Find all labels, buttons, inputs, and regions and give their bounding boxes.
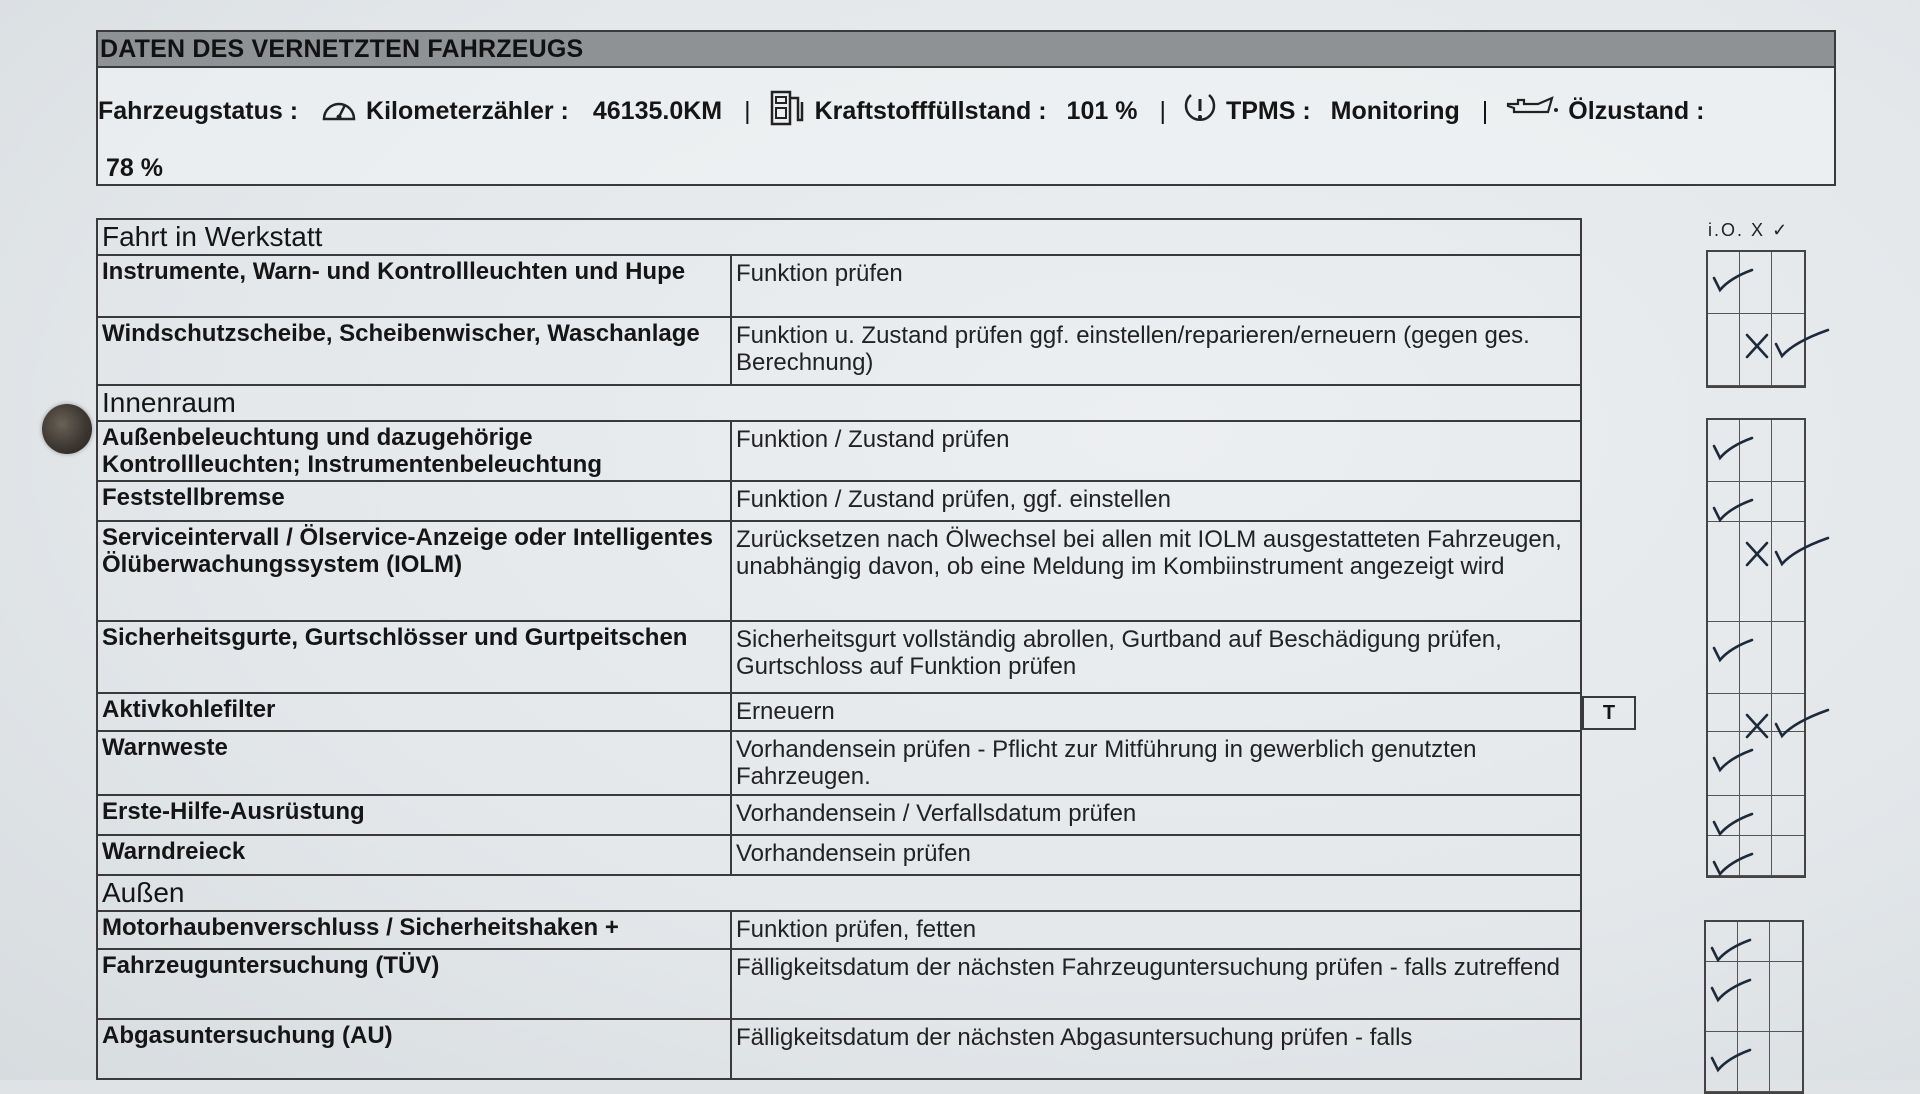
check-cell[interactable] [1770, 1032, 1802, 1092]
separator: | [1159, 97, 1166, 125]
check-cell[interactable] [1740, 482, 1772, 522]
check-cell[interactable] [1738, 1032, 1770, 1092]
check-cell[interactable] [1708, 622, 1740, 694]
vehicle-status-line [98, 88, 1834, 135]
item-name: Fahrzeuguntersuchung (TÜV) [97, 949, 731, 1019]
item-action: Funktion prüfen, fetten [731, 911, 1581, 949]
tpms-label: TPMS : [1225, 97, 1311, 125]
check-mark [1772, 534, 1832, 568]
check-cell[interactable] [1738, 922, 1770, 962]
table-row [97, 255, 1581, 317]
item-action: Fälligkeitsdatum der nächsten Fahrzeuguntersuchung prüfen - falls zutreffend [731, 949, 1581, 1019]
item-name: Instrumente, Warn- und Kontrollleuchten und Hupe [97, 255, 731, 317]
check-cell[interactable] [1740, 732, 1772, 796]
check-cell[interactable] [1772, 314, 1804, 386]
check-cell[interactable] [1706, 962, 1738, 1032]
item-action: Fälligkeitsdatum der nächsten Abgasuntersuchung prüfen - falls [731, 1019, 1581, 1079]
check-cell[interactable] [1740, 796, 1772, 836]
cross-mark [1742, 538, 1772, 568]
check-cell[interactable] [1740, 252, 1772, 314]
io-header: i.O. [1708, 220, 1745, 240]
check-cell[interactable] [1740, 836, 1772, 876]
table-row [97, 731, 1581, 795]
fuel-value: 101 % [1066, 97, 1138, 125]
check-cell[interactable] [1708, 694, 1740, 732]
separator: | [1481, 97, 1489, 125]
item-name: Warndreieck [97, 835, 731, 875]
item-name: Motorhaubenverschluss / Sicherheitshaken + [97, 911, 731, 949]
check-cell[interactable] [1772, 522, 1804, 622]
table-row [97, 835, 1581, 875]
section-title: Außen [97, 875, 1581, 911]
check-cell[interactable] [1772, 796, 1804, 836]
item-action: Erneuern [731, 693, 1581, 731]
check-cell[interactable] [1772, 732, 1804, 796]
item-action: Funktion u. Zustand prüfen ggf. einstellen/reparieren/erneuern (gegen ges. Berechnung) [731, 317, 1581, 385]
check-cell[interactable] [1740, 522, 1772, 622]
check-cell[interactable] [1770, 922, 1802, 962]
check-cell[interactable] [1772, 622, 1804, 694]
check-cell[interactable] [1706, 922, 1738, 962]
check-grid [1706, 418, 1806, 878]
oil-can-icon [1504, 94, 1560, 129]
t-box: T [1582, 696, 1636, 730]
oil-value: 78 % [106, 154, 163, 182]
table-row [97, 317, 1581, 385]
check-cell[interactable] [1772, 420, 1804, 482]
odometer-label: Kilometerzähler : [366, 97, 569, 125]
item-action: Zurücksetzen nach Ölwechsel bei allen mit IOLM ausgestatteten Fahrzeugen, unabhängig davon, ob eine Meldung im Kombiinstrument angezeigt wird [731, 521, 1581, 621]
table-row [97, 795, 1581, 835]
table-row [97, 693, 1581, 731]
check-cell[interactable] [1708, 482, 1740, 522]
item-name: Feststellbremse [97, 481, 731, 521]
check-cell[interactable] [1708, 252, 1740, 314]
check-cell[interactable] [1772, 482, 1804, 522]
item-action: Vorhandensein / Verfallsdatum prüfen [731, 795, 1581, 835]
punch-hole [42, 404, 92, 454]
item-name: Erste-Hilfe-Ausrüstung [97, 795, 731, 835]
section-row [97, 219, 1581, 255]
check-cell[interactable] [1708, 522, 1740, 622]
separator: | [744, 97, 751, 125]
check-cell[interactable] [1740, 622, 1772, 694]
item-name: Windschutzscheibe, Scheibenwischer, Waschanlage [97, 317, 731, 385]
status-label: Fahrzeugstatus : [98, 97, 299, 125]
section-row [97, 875, 1581, 911]
item-action: Sicherheitsgurt vollständig abrollen, Gurtband auf Beschädigung prüfen, Gurtschloss auf Funktion prüfen [731, 621, 1581, 693]
panel-header: DATEN DES VERNETZTEN FAHRZEUGS [98, 32, 1834, 68]
table-row [97, 421, 1581, 481]
item-name: Sicherheitsgurte, Gurtschlösser und Gurtpeitschen [97, 621, 731, 693]
item-name: Aktivkohlefilter [97, 693, 731, 731]
check-grid [1704, 920, 1804, 1094]
oil-label: Ölzustand : [1568, 97, 1705, 125]
item-action: Funktion prüfen [731, 255, 1581, 317]
check-cell[interactable] [1772, 252, 1804, 314]
item-name: Warnweste [97, 731, 731, 795]
item-action: Funktion / Zustand prüfen [731, 421, 1581, 481]
check-mark [1772, 326, 1832, 360]
odometer-value: 46135.0KM [592, 97, 723, 125]
check-cell[interactable] [1706, 1032, 1738, 1092]
check-cell[interactable] [1738, 962, 1770, 1032]
check-grid [1706, 250, 1806, 388]
section-title: Fahrt in Werkstatt [97, 219, 1581, 255]
table-row [97, 1019, 1581, 1079]
gauge-icon [320, 93, 358, 130]
check-column-header [1708, 220, 1789, 241]
cross-mark [1742, 330, 1772, 360]
check-cell[interactable] [1708, 420, 1740, 482]
check-cell[interactable] [1708, 796, 1740, 836]
section-title: Innenraum [97, 385, 1581, 421]
item-name: Serviceintervall / Ölservice-Anzeige oder Intelligentes Ölüberwachungssystem (IOLM) [97, 521, 731, 621]
table-row [97, 481, 1581, 521]
item-action: Funktion / Zustand prüfen, ggf. einstellen [731, 481, 1581, 521]
item-action: Vorhandensein prüfen [731, 835, 1581, 875]
table-row [97, 621, 1581, 693]
tick-header: ✓ [1772, 220, 1790, 240]
check-cell[interactable] [1740, 420, 1772, 482]
x-header: X [1751, 220, 1766, 240]
table-row [97, 911, 1581, 949]
connected-vehicle-panel [96, 30, 1836, 186]
fuel-label: Kraftstofffüllstand : [814, 97, 1047, 125]
section-row [97, 385, 1581, 421]
check-cell[interactable] [1740, 314, 1772, 386]
table-row [97, 949, 1581, 1019]
check-cell[interactable] [1708, 732, 1740, 796]
check-cell[interactable] [1772, 694, 1804, 732]
check-cell[interactable] [1770, 962, 1802, 1032]
check-cell[interactable] [1740, 694, 1772, 732]
fuel-pump-icon [767, 88, 807, 135]
check-cell[interactable] [1708, 314, 1740, 386]
table-row [97, 521, 1581, 621]
inspection-table [96, 218, 1582, 1080]
tpms-warning-icon [1182, 91, 1218, 132]
check-cell[interactable] [1708, 836, 1740, 876]
item-action: Vorhandensein prüfen - Pflicht zur Mitführung in gewerblich genutzten Fahrzeugen. [731, 731, 1581, 795]
check-cell[interactable] [1772, 836, 1804, 876]
item-name: Abgasuntersuchung (AU) [97, 1019, 731, 1079]
tpms-value: Monitoring [1330, 97, 1460, 125]
item-name: Außenbeleuchtung und dazugehörige Kontrollleuchten; Instrumentenbeleuchtung [97, 421, 731, 481]
